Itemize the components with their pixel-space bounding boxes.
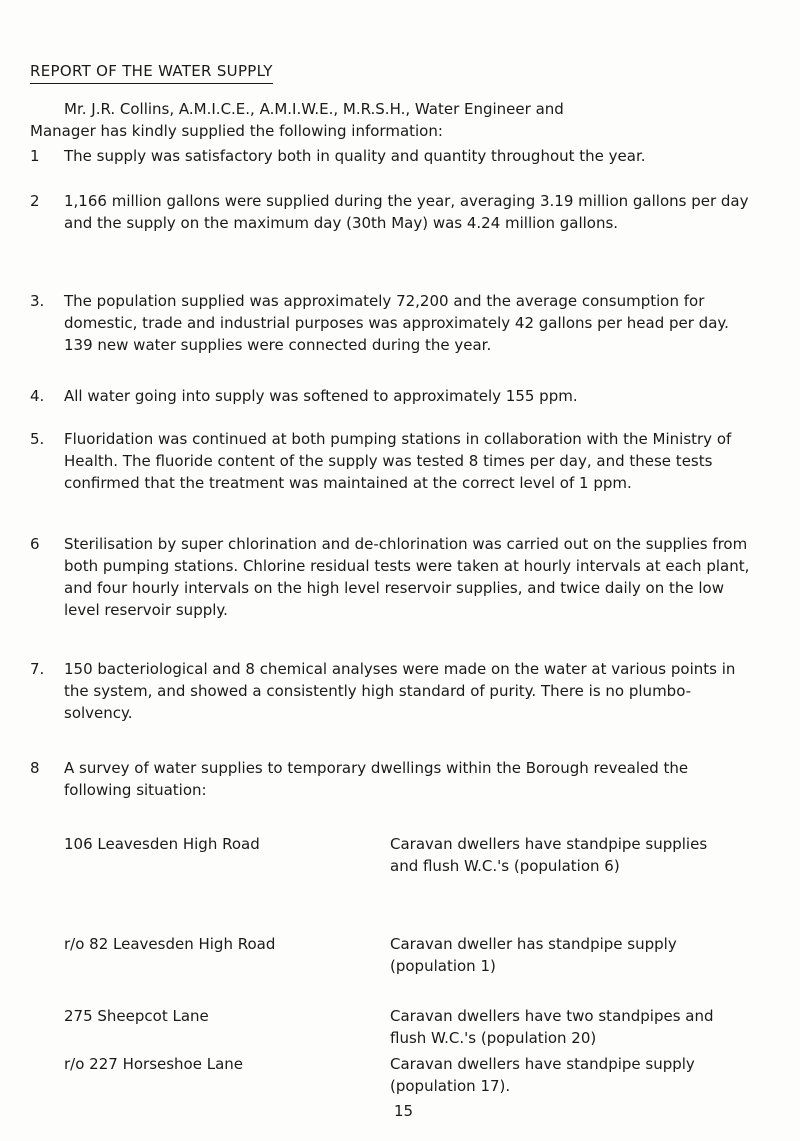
intro-paragraph	[30, 98, 740, 142]
item-number: 6	[30, 535, 40, 553]
item-text: All water going into supply was softened to approximately 155 ppm.	[64, 387, 578, 405]
dwelling-description: Caravan dwellers have standpipe supply (population 17).	[390, 1055, 695, 1095]
item-text: The supply was satisfactory both in quality and quantity throughout the year.	[64, 147, 646, 165]
dwelling-description: Caravan dwellers have two standpipes and flush W.C.'s (population 20)	[390, 1007, 714, 1047]
item-6	[30, 533, 750, 621]
item-text: A survey of water supplies to temporary dwellings within the Borough revealed the following situation:	[64, 759, 689, 799]
intro-line-2: Manager has kindly supplied the following information:	[30, 122, 443, 140]
report-heading: REPORT OF THE WATER SUPPLY	[30, 60, 273, 84]
item-text: 150 bacteriological and 8 chemical analyses were made on the water at various points in the system, and showed a consistently high standard of purity. There is no plumbo-solvency.	[64, 660, 736, 722]
item-number: 7.	[30, 660, 45, 678]
item-number: 5.	[30, 430, 45, 448]
dwelling-address: r/o 227 Horseshoe Lane	[64, 1055, 244, 1073]
item-number: 1	[30, 147, 40, 165]
item-3	[30, 290, 750, 356]
dwelling-address: r/o 82 Leavesden High Road	[64, 935, 276, 953]
dwelling-description: Caravan dwellers have standpipe supplies and flush W.C.'s (population 6)	[390, 835, 708, 875]
item-7	[30, 658, 750, 724]
item-2	[30, 190, 750, 234]
item-text: Fluoridation was continued at both pumping stations in collaboration with the Ministry of Health. The fluoride content of the supply was tested 8 times per day, and these tests confirmed that the treatment was maintained at the correct level of 1 ppm.	[64, 430, 732, 492]
intro-line-1: Mr. J.R. Collins, A.M.I.C.E., A.M.I.W.E., M.R.S.H., Water Engineer and	[64, 100, 564, 118]
page-number: 15	[394, 1102, 414, 1120]
item-text: 1,166 million gallons were supplied during the year, averaging 3.19 million gallons per day and the supply on the maximum day (30th May) was 4.24 million gallons.	[64, 192, 749, 232]
item-8	[30, 757, 750, 801]
dwelling-description: Caravan dweller has standpipe supply (population 1)	[390, 935, 677, 975]
item-1	[30, 145, 750, 167]
item-number: 8	[30, 759, 40, 777]
item-number: 2	[30, 192, 40, 210]
item-text: Sterilisation by super chlorination and de-chlorination was carried out on the supplies from both pumping stations. Chlorine residual tests were taken at hourly intervals at each plant, and four hourly intervals on the high level reservoir supplies, and twice daily on the low level reservoir supply.	[64, 535, 750, 619]
dwelling-address: 275 Sheepcot Lane	[64, 1007, 209, 1025]
item-number: 4.	[30, 387, 45, 405]
item-5	[30, 428, 750, 494]
dwelling-address: 106 Leavesden High Road	[64, 835, 260, 853]
item-4	[30, 385, 750, 407]
item-text: The population supplied was approximately 72,200 and the average consumption for domestic, trade and industrial purposes was approximately 42 gallons per head per day. 139 new water supplies were connected during the year.	[64, 292, 729, 354]
item-number: 3.	[30, 292, 45, 310]
